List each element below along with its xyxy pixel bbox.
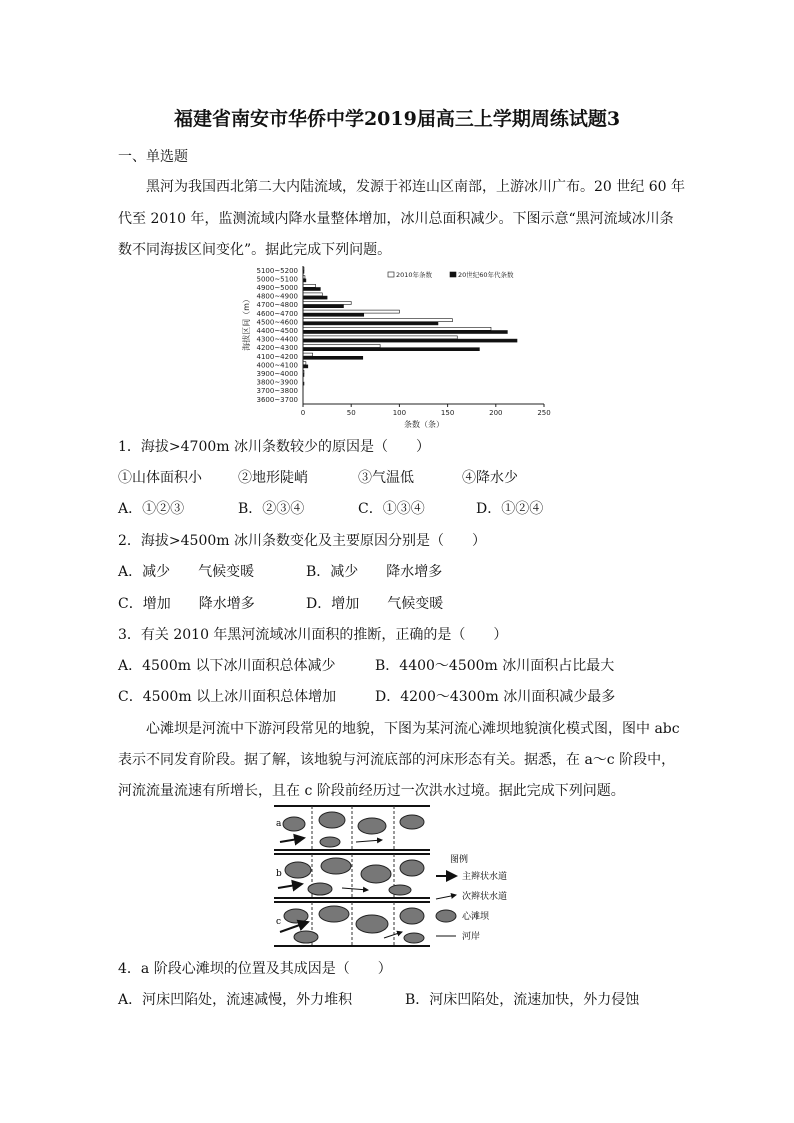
q1-item-2: ②地形陡峭 [238, 470, 308, 486]
q4-option-b[interactable]: B．河床凹陷处，流速加快，外力侵蚀 [405, 992, 640, 1008]
intro1-line1: 黑河为我国西北第二大内陆流域，发源于祁连山区南部，上游冰川广布。20 世纪 60 年 [146, 179, 685, 195]
q3-stem: 3．有关 2010 年黑河流域冰川面积的推断，正确的是（ ） [118, 627, 508, 643]
bar-1960s [303, 313, 364, 316]
q1-item-4: ④降水少 [462, 470, 518, 486]
stage-a-label: a [276, 819, 282, 829]
q1-item-1: ①山体面积小 [118, 470, 202, 486]
bar-2010 [303, 345, 380, 348]
category-label: 4200~4300 [256, 344, 298, 353]
category-label: 5100~5200 [256, 266, 298, 275]
chart-ylabel: 海拔区间（m） [242, 295, 251, 351]
bar-2010 [303, 319, 452, 322]
bar-1960s [303, 296, 327, 299]
x-tick-label: 50 [346, 409, 356, 417]
intro2-line3: 河流流量流速有所增长，且在 c 阶段前经历过一次洪水过境。据此完成下列问题。 [118, 783, 625, 799]
bar-1960s [303, 348, 479, 351]
category-label: 4300~4400 [256, 335, 298, 344]
q2-stem: 2．海拔>4500m 冰川条数变化及主要原因分别是（ ） [118, 533, 486, 549]
category-label: 4400~4500 [256, 327, 298, 335]
q1-option-c[interactable]: C．①③④ [358, 501, 425, 517]
bar-2010 [303, 336, 457, 339]
legend-label: 2010年条数 [396, 271, 433, 279]
category-label: 4700~4800 [256, 301, 298, 310]
stage-c-label: c [276, 917, 282, 927]
category-label: 3600~3700 [256, 395, 298, 404]
q3-option-d[interactable]: D．4200～4300m 冰川面积减少最多 [375, 689, 616, 705]
bar-1960s [303, 365, 308, 368]
legend-swatch [388, 272, 394, 277]
bar-1960s [303, 356, 363, 359]
bar-1960s [303, 331, 507, 334]
q3-option-a[interactable]: A．4500m 以下冰川面积总体减少 [118, 658, 336, 674]
q1-stem: 1．海拔>4700m 冰川条数较少的原因是（ ） [118, 439, 430, 455]
bar-2010 [303, 293, 322, 296]
x-tick-label: 0 [300, 409, 306, 417]
intro2-line2: 表示不同发育阶段。据了解，该地貌与河流底部的河床形态有关。据悉，在 a～c 阶段中， [118, 752, 676, 768]
glacier-bar-chart [240, 263, 555, 431]
q4-option-a[interactable]: A．河床凹陷处，流速减慢，外力堆积 [118, 992, 353, 1008]
diagram-legend [436, 853, 507, 942]
q2-option-d[interactable]: D．增加 气候变暖 [306, 596, 444, 612]
category-label: 3900~4000 [256, 370, 298, 378]
q2-option-c[interactable]: C．增加 降水增多 [118, 596, 255, 612]
legend-item-channel-bar: 心滩坝 [462, 912, 490, 922]
bar-2010 [303, 327, 491, 330]
secondary-channel-arrow-icon [436, 895, 456, 899]
channel-bar-icon [436, 910, 456, 922]
legend-item-river-bank: 河岸 [462, 932, 481, 942]
bar-2010 [303, 353, 313, 356]
bar-2010 [303, 284, 316, 287]
x-tick-label: 150 [440, 409, 455, 417]
legend-title: 图例 [450, 855, 469, 865]
stage-b-panel [274, 854, 430, 898]
category-label: 4800~4900 [256, 292, 298, 301]
bar-1960s [303, 322, 438, 325]
q2-option-a[interactable]: A．减少 气候变暖 [118, 564, 255, 580]
braided-bar-diagram [272, 804, 522, 950]
intro1-line3: 数不同海拔区间变化”。据此完成下列问题。 [118, 242, 392, 258]
category-label: 4600~4700 [256, 309, 298, 318]
intro1-line2: 代至 2010 年，监测流域内降水量整体增加，冰川总面积减少。下图示意“黑河流域冰川条 [118, 211, 674, 227]
legend-item-secondary-channel: 次辫状水道 [462, 892, 508, 902]
q1-option-b[interactable]: B．②③④ [238, 501, 305, 517]
q1-item-3: ③气温低 [358, 470, 414, 486]
x-tick-label: 200 [489, 409, 503, 417]
q3-option-b[interactable]: B．4400～4500m 冰川面积占比最大 [375, 658, 615, 674]
bar-1960s [303, 339, 517, 342]
legend-label: 20世纪60年代条数 [458, 271, 514, 279]
bar-2010 [303, 302, 351, 305]
category-label: 3700~3800 [256, 387, 298, 396]
x-tick-label: 100 [392, 409, 407, 417]
category-label: 4000~4100 [256, 361, 298, 370]
category-label: 5000~5100 [256, 275, 298, 284]
intro2-line1: 心滩坝是河流中下游河段常见的地貌，下图为某河流心滩坝地貌演化模式图，图中 abc [146, 721, 680, 737]
legend-swatch [450, 272, 456, 277]
stage-a-panel [274, 806, 430, 850]
q1-option-d[interactable]: D．①②④ [476, 501, 544, 517]
chart-xlabel: 条数（条） [404, 420, 444, 429]
q1-option-a[interactable]: A．①②③ [118, 501, 185, 517]
category-label: 4500~4600 [256, 318, 298, 327]
legend-item-main-channel: 主辫状水道 [462, 872, 508, 882]
bar-2010 [303, 310, 399, 313]
section-heading: 一、单选题 [118, 149, 188, 165]
page-title: 福建省南安市华侨中学2019届高三上学期周练试题3 [173, 108, 621, 130]
q4-stem: 4．a 阶段心滩坝的位置及其成因是（ ） [118, 961, 392, 977]
stage-c-panel [274, 902, 430, 946]
bar-1960s [303, 305, 343, 308]
q3-option-c[interactable]: C．4500m 以上冰川面积总体增加 [118, 689, 337, 705]
x-tick-label: 250 [537, 409, 551, 417]
category-label: 3800~3900 [256, 378, 298, 387]
bar-1960s [303, 288, 320, 291]
stage-b-label: b [276, 869, 282, 879]
category-label: 4100~4200 [256, 352, 298, 361]
category-label: 4900~5000 [256, 284, 298, 292]
q2-option-b[interactable]: B．减少 降水增多 [306, 564, 443, 580]
